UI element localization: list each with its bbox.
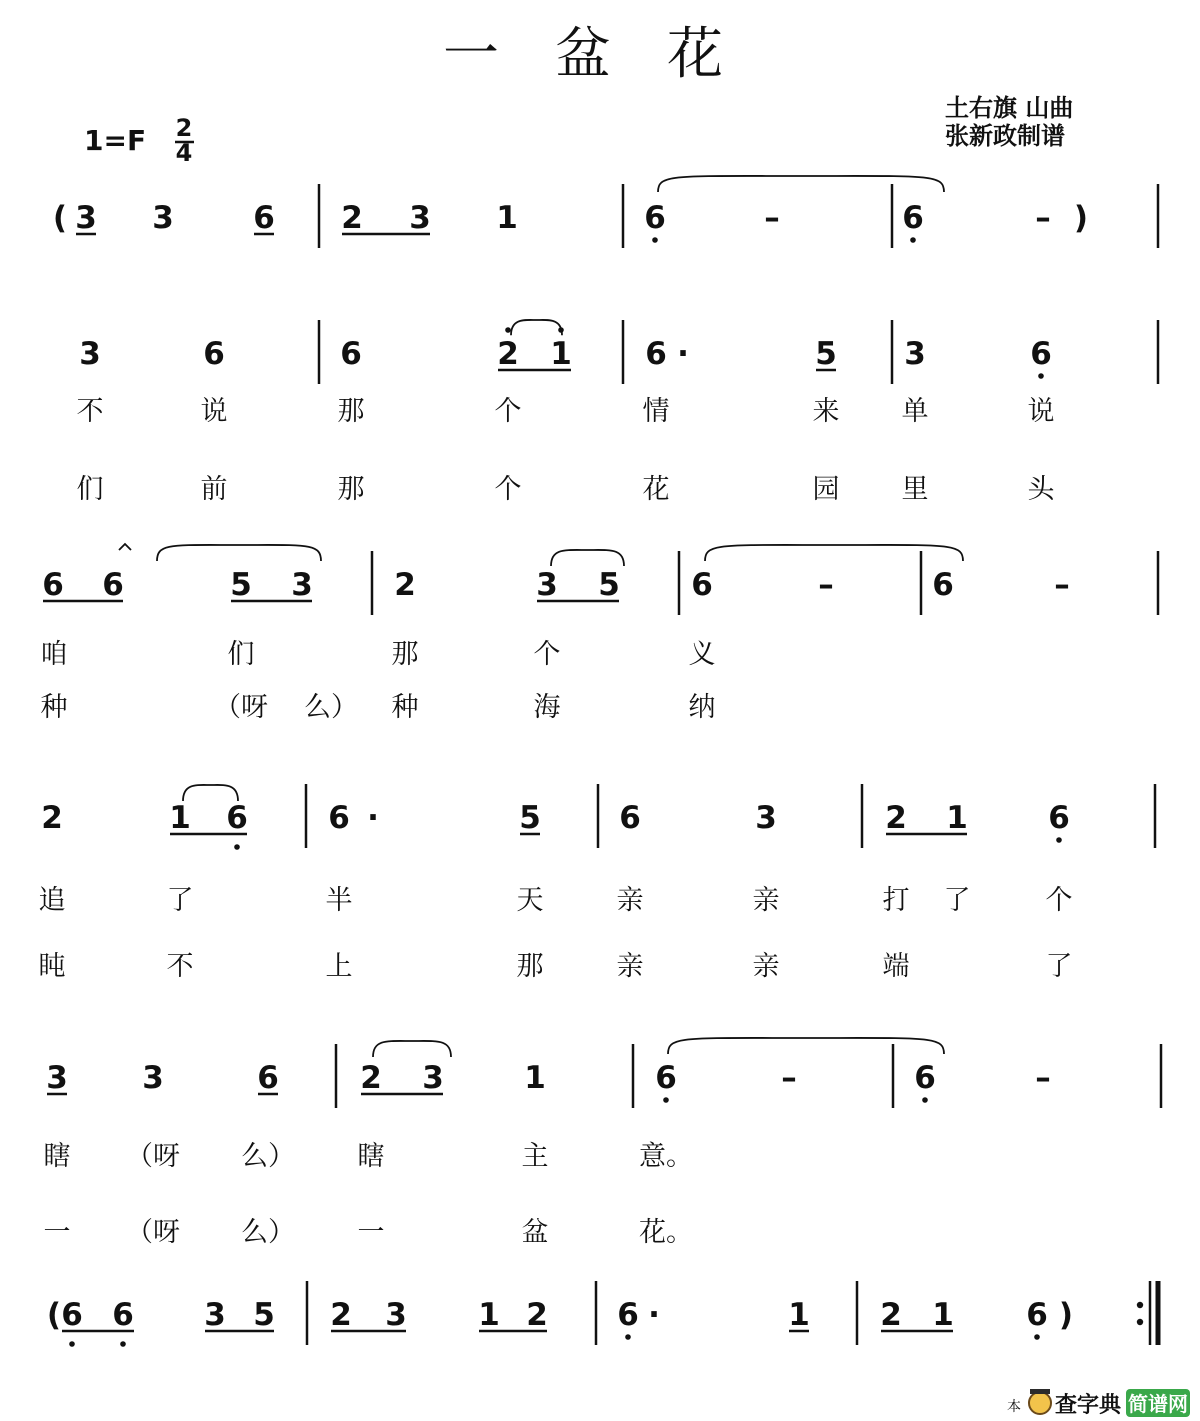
composer-credit: 土右旗 山曲 — [945, 94, 1074, 122]
lyric-word: 亲 — [616, 885, 644, 916]
note: 6 — [203, 336, 225, 372]
note: – — [1035, 200, 1051, 236]
note: 6 — [226, 800, 248, 836]
low-octave-dot — [234, 844, 240, 850]
low-octave-dot — [625, 1334, 631, 1340]
note: 6 — [61, 1297, 83, 1333]
note: 3 — [385, 1297, 407, 1333]
slur — [511, 320, 562, 335]
slur — [668, 1038, 944, 1054]
note: 6 — [617, 1297, 639, 1333]
lyric-word: 说 — [200, 396, 228, 427]
high-octave-dot — [505, 327, 511, 333]
lyric-word: 打 — [882, 885, 910, 916]
note: 6 — [1030, 336, 1052, 372]
note: – — [818, 567, 834, 603]
lyric-word: 单 — [901, 396, 929, 427]
note: 3 — [204, 1297, 226, 1333]
lyric-word: 来 — [812, 396, 840, 427]
note: ) — [1058, 1297, 1074, 1333]
lyric-word: 端 — [882, 951, 910, 982]
lyric-word: 义 — [688, 639, 716, 670]
note: ( — [46, 1297, 62, 1333]
slur — [551, 550, 624, 566]
note: – — [764, 200, 780, 236]
note: 6 — [253, 200, 275, 236]
lyric-word: 里 — [901, 474, 929, 505]
lyric-word: 花。 — [639, 1217, 693, 1248]
mascot-icon — [1029, 1392, 1051, 1414]
note: 6 — [932, 567, 954, 603]
note: ( — [52, 200, 68, 236]
lyric-word: 说 — [1027, 396, 1055, 427]
note: 6 — [42, 567, 64, 603]
music-system — [53, 176, 1158, 248]
note: 6 — [691, 567, 713, 603]
note: 1 — [496, 200, 518, 236]
lyric-word: 半 — [325, 885, 353, 916]
note: 3 — [46, 1060, 68, 1096]
slur — [157, 545, 321, 561]
lyric-word: 们 — [227, 639, 255, 670]
lyric-word: 上 — [325, 951, 353, 982]
note: ) — [1073, 200, 1089, 236]
lyric-word: 头 — [1027, 474, 1055, 505]
time-signature-top: 2 — [175, 114, 193, 142]
music-system — [77, 320, 1159, 505]
note: 5 — [519, 800, 541, 836]
note: 2 — [880, 1297, 902, 1333]
lyric-word: 亲 — [752, 951, 780, 982]
low-octave-dot — [1038, 373, 1044, 379]
note: 6 — [102, 567, 124, 603]
lyric-word: 纳 — [688, 692, 716, 723]
music-system — [39, 784, 1156, 982]
note: 5 — [230, 567, 252, 603]
lyric-word: 前 — [200, 474, 228, 505]
note: 3 — [142, 1060, 164, 1096]
lyric-word: 了 — [1045, 951, 1073, 982]
repeat-dot — [1137, 1302, 1143, 1308]
note: – — [1054, 567, 1070, 603]
note: 2 — [341, 200, 363, 236]
lyric-word: 个 — [494, 474, 522, 505]
lyric-word: 个 — [494, 396, 522, 427]
lyric-word: 情 — [642, 396, 670, 427]
song-title: 一 盆 花 — [443, 22, 723, 87]
lyric-word: 亲 — [752, 885, 780, 916]
music-system — [47, 1281, 1158, 1347]
note: 2 — [497, 336, 519, 372]
lyric-word: 亲 — [616, 951, 644, 982]
note: 1 — [788, 1297, 810, 1333]
note: 6 — [328, 800, 350, 836]
music-system — [44, 1038, 1162, 1248]
note: 3 — [409, 200, 431, 236]
note: 1 — [524, 1060, 546, 1096]
lyric-word: 们 — [76, 474, 104, 505]
slur — [373, 1041, 451, 1057]
note: 2 — [885, 800, 907, 836]
note: 1 — [169, 800, 191, 836]
low-octave-dot — [69, 1341, 75, 1347]
note: 2 — [41, 800, 63, 836]
note: – — [781, 1060, 797, 1096]
lyric-word: 个 — [533, 639, 561, 670]
lyric-word: 追 — [38, 885, 66, 916]
note: 6 — [645, 336, 667, 372]
note: 1 — [478, 1297, 500, 1333]
lyric-word: 意。 — [639, 1141, 693, 1172]
note: 6 — [1048, 800, 1070, 836]
lyric-word: 了 — [166, 885, 194, 916]
note: 3 — [755, 800, 777, 836]
lyric-word: 不 — [76, 396, 104, 427]
note: 3 — [79, 336, 101, 372]
note: 2 — [330, 1297, 352, 1333]
lyric-word: 一 — [357, 1217, 385, 1248]
watermark — [1007, 1389, 1190, 1418]
note: 5 — [253, 1297, 275, 1333]
note: · — [677, 336, 689, 372]
note: 2 — [360, 1060, 382, 1096]
note: 1 — [946, 800, 968, 836]
note: 2 — [394, 567, 416, 603]
lyric-word: 么） — [241, 1217, 295, 1248]
lyric-word: 个 — [1045, 885, 1073, 916]
lyric-word: 那 — [516, 951, 544, 982]
note: 6 — [655, 1060, 677, 1096]
lyric-word: 瞎 — [357, 1141, 385, 1172]
lyric-word: 咱 — [40, 639, 68, 670]
lyric-word: 园 — [812, 474, 840, 505]
music-system — [41, 544, 1159, 723]
note: 2 — [526, 1297, 548, 1333]
key-signature: 1=F — [84, 124, 147, 157]
lyric-word: 那 — [391, 639, 419, 670]
lyric-word: 不 — [166, 951, 194, 982]
note: 3 — [75, 200, 97, 236]
watermark-badge: 简谱网 — [1128, 1392, 1188, 1416]
music-systems — [39, 176, 1162, 1347]
time-signature-bottom: 4 — [175, 139, 193, 167]
note: 1 — [932, 1297, 954, 1333]
low-octave-dot — [120, 1341, 126, 1347]
note: 6 — [257, 1060, 279, 1096]
note: 3 — [422, 1060, 444, 1096]
note: 3 — [152, 200, 174, 236]
lyric-word: （呀 — [126, 1141, 180, 1172]
lyric-word: 种 — [40, 692, 68, 723]
lyric-word: 那 — [337, 474, 365, 505]
lyric-word: （呀 — [214, 692, 268, 723]
lyric-word: 盆 — [521, 1217, 549, 1248]
lyric-word: 海 — [533, 692, 561, 723]
low-octave-dot — [1056, 837, 1062, 843]
lyric-word: 了 — [943, 885, 971, 916]
note: 6 — [1026, 1297, 1048, 1333]
lyric-word: 花 — [642, 474, 670, 505]
lyric-word: 瞎 — [43, 1141, 71, 1172]
note: 6 — [902, 200, 924, 236]
lyric-word: 么） — [304, 692, 358, 723]
note: 6 — [619, 800, 641, 836]
note: 5 — [815, 336, 837, 372]
note: · — [648, 1297, 660, 1333]
note: 6 — [112, 1297, 134, 1333]
low-octave-dot — [663, 1097, 669, 1103]
low-octave-dot — [1034, 1334, 1040, 1340]
lyric-word: 一 — [43, 1217, 71, 1248]
accent-mark — [119, 544, 131, 550]
lyric-word: 盹 — [38, 951, 66, 982]
mascot-hat-icon — [1030, 1389, 1050, 1394]
notation-credit: 张新政制谱 — [945, 122, 1065, 150]
note: 3 — [291, 567, 313, 603]
repeat-dot — [1137, 1319, 1143, 1325]
note: 1 — [550, 336, 572, 372]
note: 5 — [598, 567, 620, 603]
lyric-word: 种 — [391, 692, 419, 723]
watermark-brand: 查字典 — [1055, 1393, 1122, 1418]
lyric-word: （呀 — [126, 1217, 180, 1248]
low-octave-dot — [910, 237, 916, 243]
slur — [705, 545, 963, 561]
note: 6 — [914, 1060, 936, 1096]
note: · — [367, 800, 379, 836]
lyric-word: 天 — [516, 885, 544, 916]
note: 3 — [904, 336, 926, 372]
low-octave-dot — [922, 1097, 928, 1103]
watermark-prefix: 本 — [1007, 1399, 1021, 1415]
lyric-word: 主 — [521, 1141, 549, 1172]
note: – — [1035, 1060, 1051, 1096]
note: 3 — [536, 567, 558, 603]
note: 6 — [340, 336, 362, 372]
slur — [183, 785, 238, 801]
lyric-word: 那 — [337, 396, 365, 427]
note: 6 — [644, 200, 666, 236]
slur — [658, 176, 944, 192]
low-octave-dot — [652, 237, 658, 243]
lyric-word: 么） — [241, 1141, 295, 1172]
